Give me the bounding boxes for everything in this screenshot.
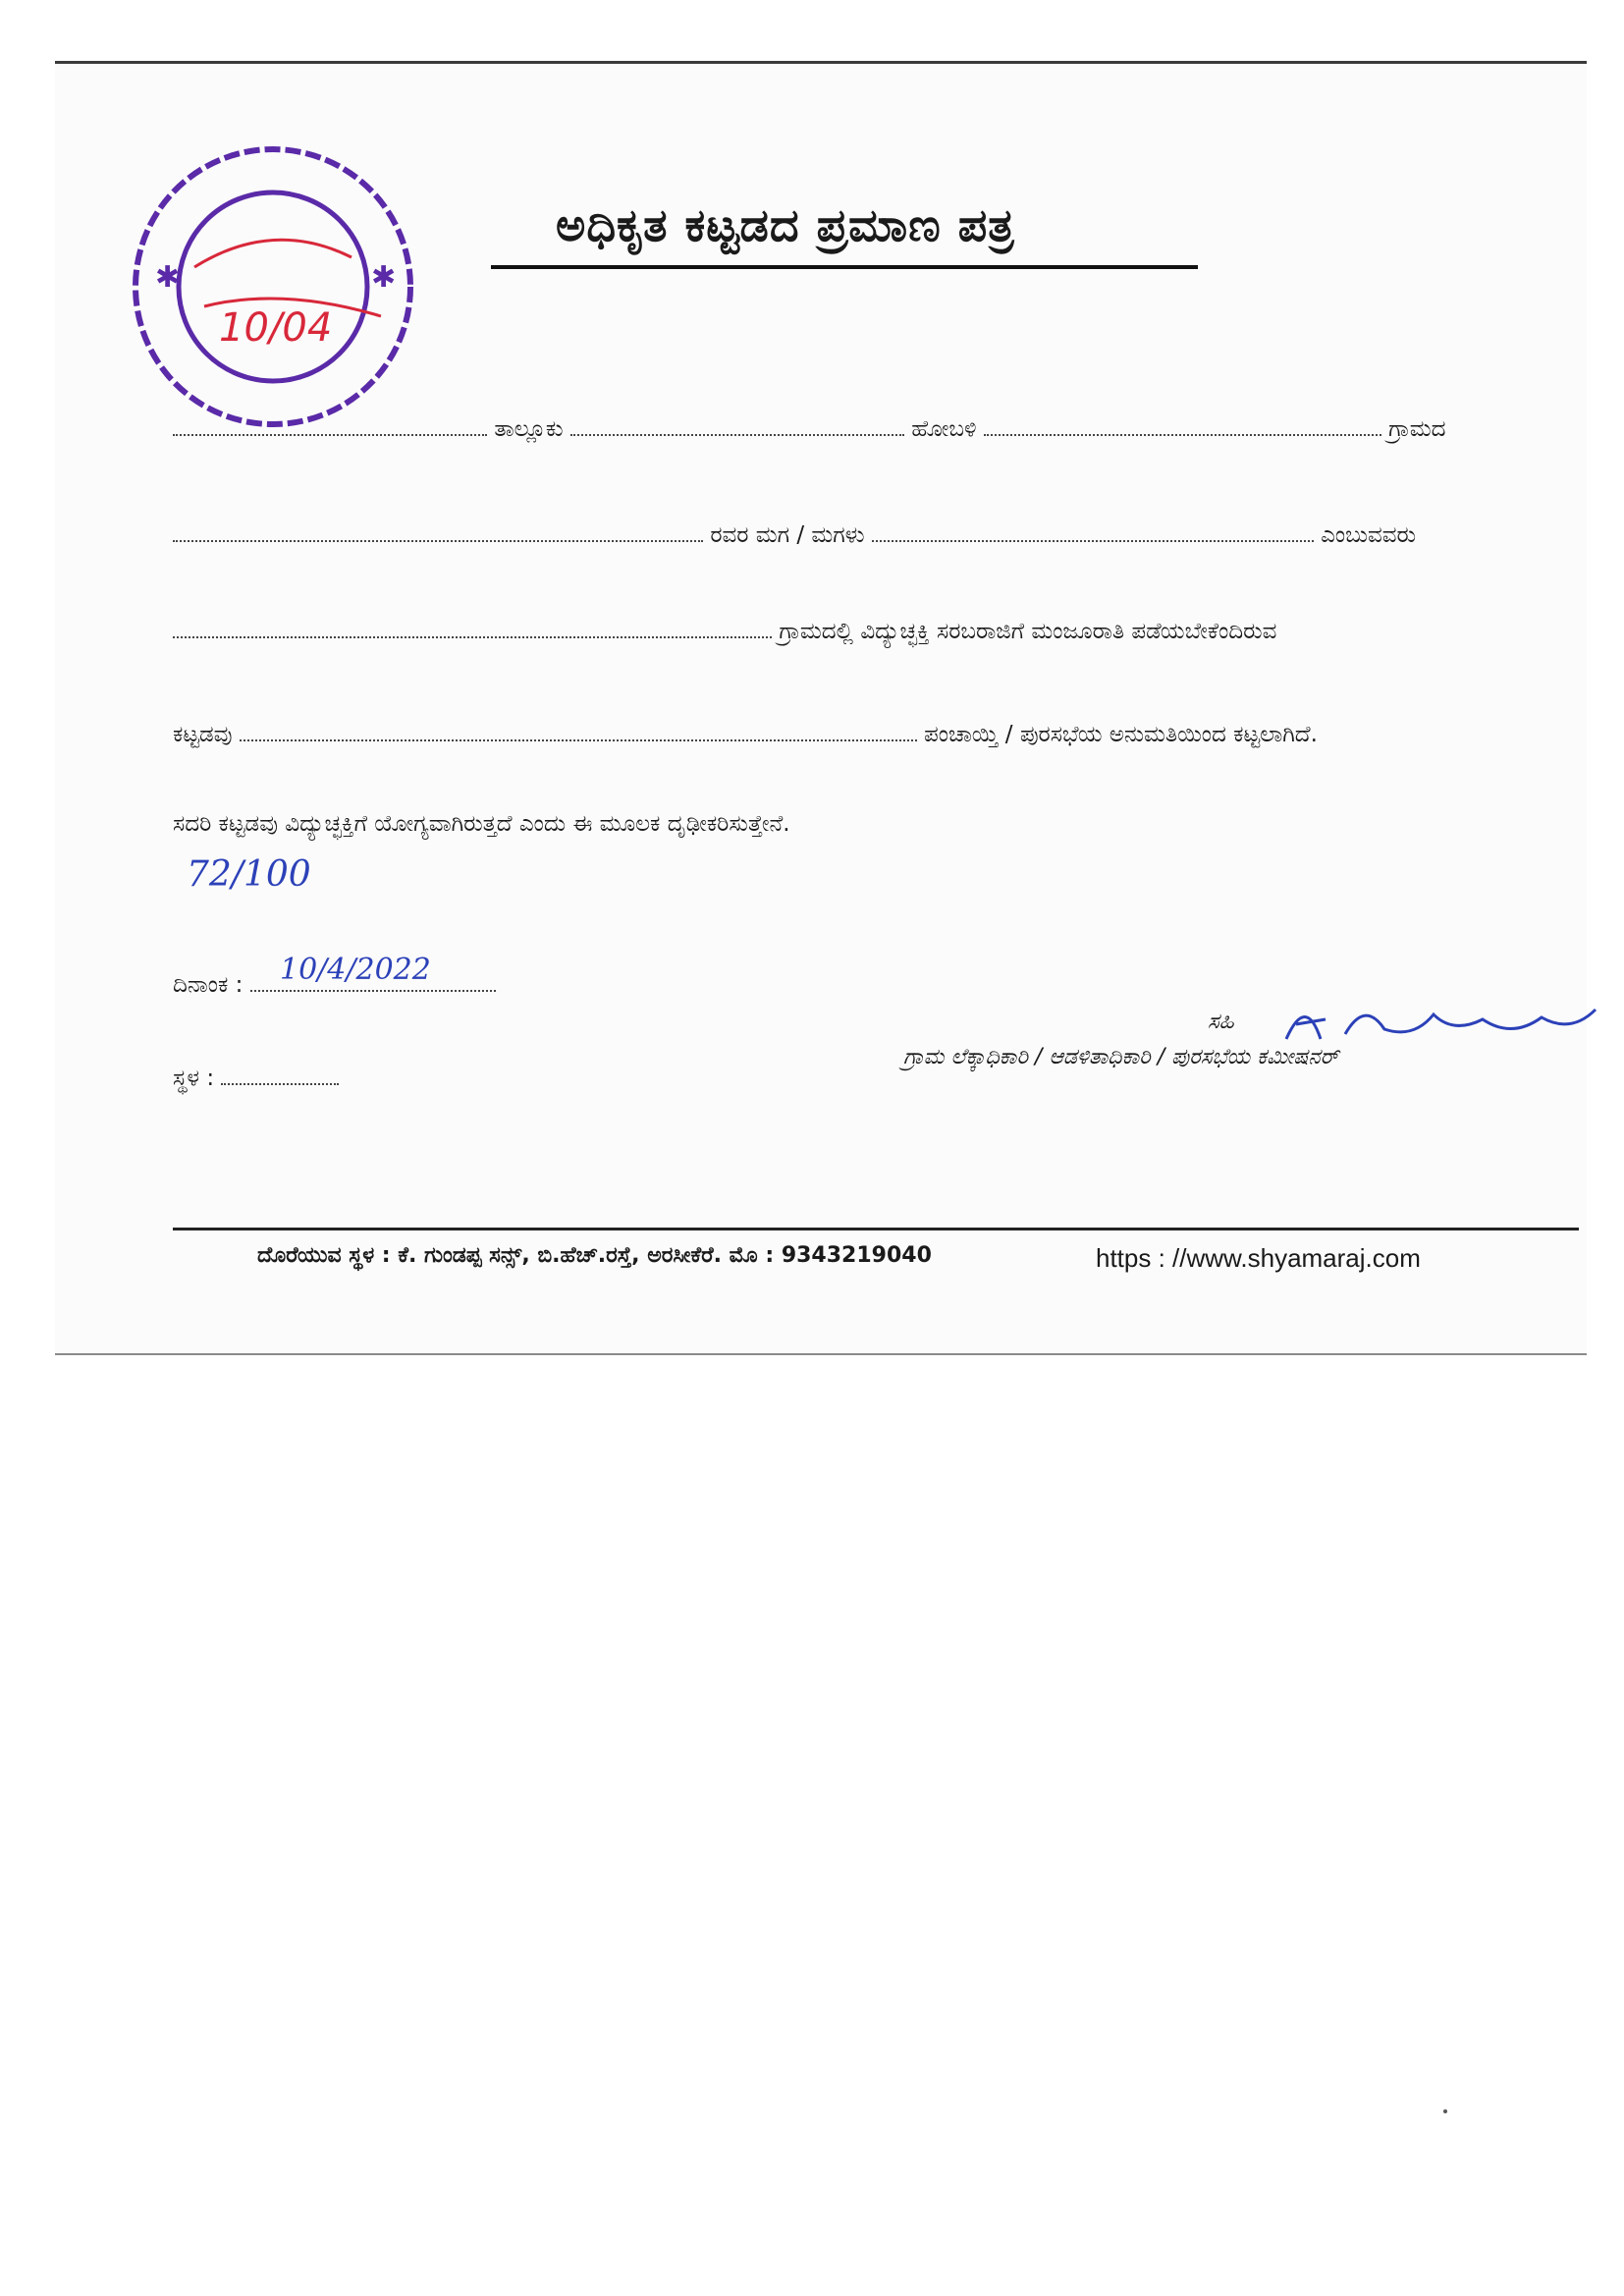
hobli-label: ಹೋಬಳಿ	[911, 416, 977, 442]
building-text: ಪಂಚಾಯ್ತಿ / ಪುರಸಭೆಯ ಅನುಮತಿಯಿಂದ ಕಟ್ಟಲಾಗಿದೆ.	[924, 722, 1318, 747]
declaration: ಸದರಿ ಕಟ್ಟಡವು ವಿದ್ಯುಚ್ಛಕ್ತಿಗೆ ಯೋಗ್ಯವಾಗಿರುತ್ತದೆ ಎಂದು ಈ ಮೂಲಕ ದೃಢೀಕರಿಸುತ್ತೇನೆ.	[173, 811, 790, 837]
svg-text:10/04: 10/04	[219, 305, 333, 351]
taluk-label: ತಾಲ್ಲೂಕು	[494, 416, 564, 442]
line-village	[173, 619, 1276, 644]
top-rule	[55, 61, 1587, 64]
footer-url[interactable]: https : //www.shyamaraj.com	[1096, 1243, 1421, 1273]
line-parent	[173, 522, 1416, 548]
scan-speck	[1443, 2109, 1447, 2113]
date-label: ದಿನಾಂಕ :	[173, 972, 244, 998]
panchayat-seal	[126, 139, 420, 434]
sign-label: ಸಹಿ	[1208, 1010, 1234, 1034]
line-building	[173, 722, 1318, 747]
svg-text:✱: ✱	[371, 260, 397, 295]
handwritten-survey	[187, 854, 311, 895]
footer-rule	[173, 1228, 1579, 1230]
place-label: ಸ್ಥಳ :	[173, 1066, 215, 1091]
father-suffix: ರವರ ಮಗ / ಮಗಳು	[710, 522, 865, 548]
signature-scribble	[1276, 990, 1600, 1049]
line-taluk	[173, 416, 1445, 442]
footer-availability: ದೊರೆಯುವ ಸ್ಥಳ : ಕೆ. ಗುಂಡಪ್ಪ ಸನ್ಸ್, ಬಿ.ಹೆಚ್.ರಸ್ತೆ, ಅರಸೀಕೆರೆ. ಮೊ : 9343219040	[257, 1243, 932, 1268]
designation: ಗ್ರಾಮ ಲೆಕ್ಕಾಧಿಕಾರಿ / ಆಡಳಿತಾಧಿಕಾರಿ / ಪುರಸಭೆಯ ಕಮೀಷನರ್	[903, 1045, 1339, 1069]
survey-number: 72/100	[187, 854, 311, 895]
village-text: ಗ್ರಾಮದಲ್ಲಿ ವಿದ್ಯುಚ್ಛಕ್ತಿ ಸರಬರಾಜಿಗೆ ಮಂಜೂರಾತಿ ಪಡೆಯಬೇಕೆಂದಿರುವ	[779, 619, 1277, 644]
title-underline	[491, 265, 1198, 269]
handwritten-date: 10/4/2022	[280, 953, 431, 987]
bottom-edge	[55, 1353, 1587, 1355]
name-suffix: ಎಂಬುವವರು	[1321, 522, 1417, 548]
certificate-title: ಅಧಿಕೃತ ಕಟ್ಟಡದ ಪ್ರಮಾಣ ಪತ್ರ	[556, 198, 1015, 251]
village-label: ಗ್ರಾಮದ	[1388, 416, 1446, 442]
building-prefix: ಕಟ್ಟಡವು	[173, 722, 233, 747]
svg-text:✱: ✱	[155, 260, 181, 295]
line-place	[173, 1066, 339, 1091]
